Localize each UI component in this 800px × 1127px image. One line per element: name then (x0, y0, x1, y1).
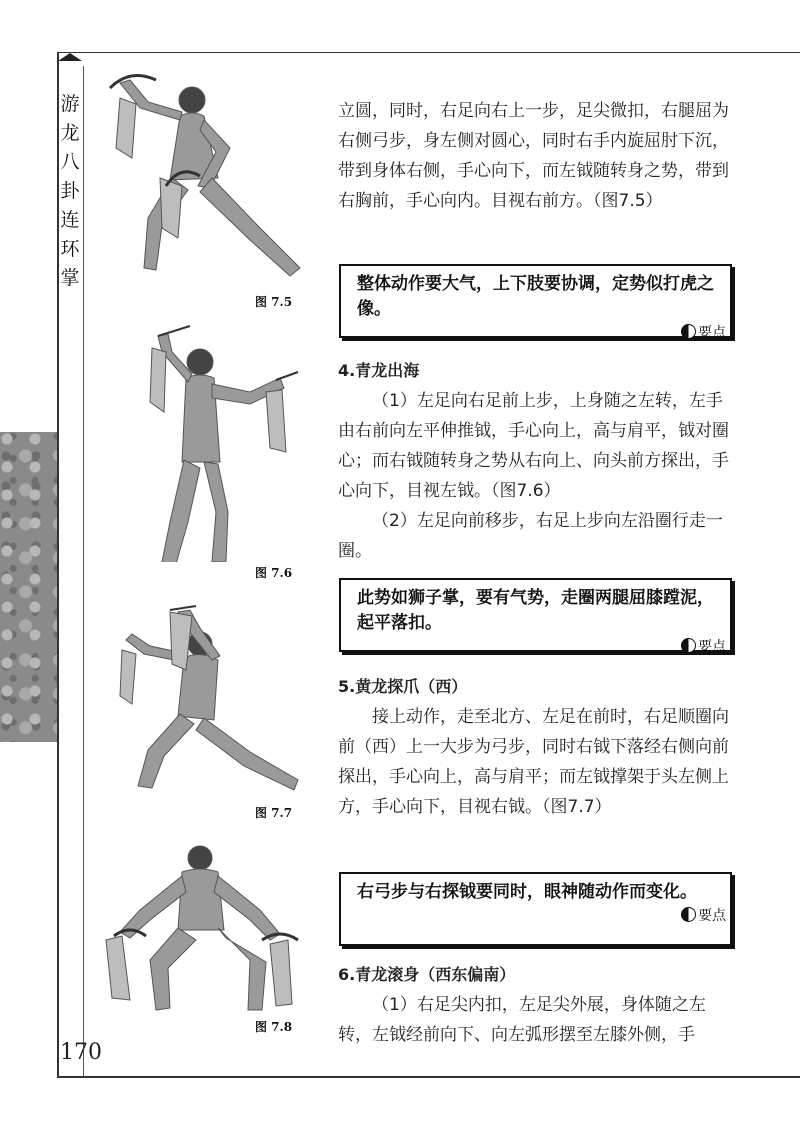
book-title-vertical (60, 90, 80, 293)
yin-yang-icon (681, 324, 696, 339)
figure-label: 图 7.7 (255, 806, 293, 820)
key-point-label (341, 322, 730, 344)
paragraph: 立圆，同时，右足向右上一步，足尖微扣，右腿屈为右侧弓步，身左侧对圆心，同时右手内旋屈肘下沉，带到身体右侧，手心向下，而左钺随转身之势，带到右胸前，手心向内。目视右前方。（图7.5） (338, 101, 729, 211)
floral-pattern-decoration (0, 432, 57, 742)
book-title-char: 龙 (60, 122, 80, 144)
page-number: 170 (60, 1040, 102, 1065)
section-heading: 4.青龙出海 (338, 361, 420, 380)
book-title-char: 游 (60, 93, 80, 115)
key-point-label-text: 要点 (698, 908, 726, 924)
section-5 (338, 672, 730, 822)
book-title-char: 卦 (60, 180, 80, 202)
book-title-char: 八 (60, 151, 80, 173)
section-heading: 5.黄龙探爪（西） (338, 677, 468, 696)
key-point-label (341, 636, 730, 658)
paragraph: （1）右足尖内扣，左足尖外展，身体随之左转，左钺经前向下、向左弧形摆至左膝外侧，手 (338, 995, 706, 1045)
key-point-box (339, 872, 732, 946)
key-point-box (339, 578, 732, 655)
paragraph: （1）左足向右足前上步，上身随之左转，左手由右前向左平伸推钺，手心向上，高与肩平，钺对圈心；而右钺随转身之势从右向上、向头前方探出，手心向下，目视左钺。（图7.6） (338, 391, 729, 501)
book-title-char: 连 (60, 209, 80, 231)
key-point-text: 整体动作要大气，上下肢要协调，定势似打虎之像。 (357, 274, 714, 319)
intro-text-block (338, 96, 730, 216)
paragraph: （2）左足向前移步，右足上步向左沿圈行走一圈。 (338, 511, 723, 561)
book-title-char: 环 (60, 238, 80, 260)
paragraph: 接上动作，走至北方、左足在前时，右足顺圈向前（西）上一大步为弓步，同时右钺下落经右侧向前探出，手心向上，高与肩平；而左钺撑架于头左侧上方，手心向下，目视右钺。（图7.7） (338, 707, 729, 817)
figure-7-8 (100, 840, 320, 1040)
key-point-box (339, 264, 732, 341)
key-point-label-text: 要点 (698, 639, 726, 655)
key-point-label-text: 要点 (698, 325, 726, 341)
key-point-text: 此势如狮子掌，要有气势，走圈两腿屈膝蹚泥，起平落扣。 (357, 588, 714, 633)
figure-7-5 (100, 68, 320, 318)
figure-label: 图 7.6 (255, 566, 293, 580)
section-6 (338, 960, 730, 1050)
figure-7-7 (100, 600, 320, 822)
key-point-label (341, 905, 730, 927)
yin-yang-icon (681, 638, 696, 653)
book-title-char: 掌 (60, 267, 80, 289)
figure-label: 图 7.8 (255, 1020, 293, 1034)
section-4 (338, 356, 730, 566)
figure-7-6 (100, 322, 320, 584)
yin-yang-icon (681, 907, 696, 922)
section-heading: 6.青龙滚身（西东偏南） (338, 965, 516, 984)
figure-label: 图 7.5 (255, 295, 293, 309)
figure-7-7-photo (100, 600, 320, 800)
figure-7-5-photo (100, 68, 320, 288)
key-point-text: 右弓步与右探钺要同时，眼神随动作而变化。 (357, 882, 697, 902)
figure-7-8-photo (100, 840, 320, 1020)
figure-7-6-photo (100, 322, 320, 562)
